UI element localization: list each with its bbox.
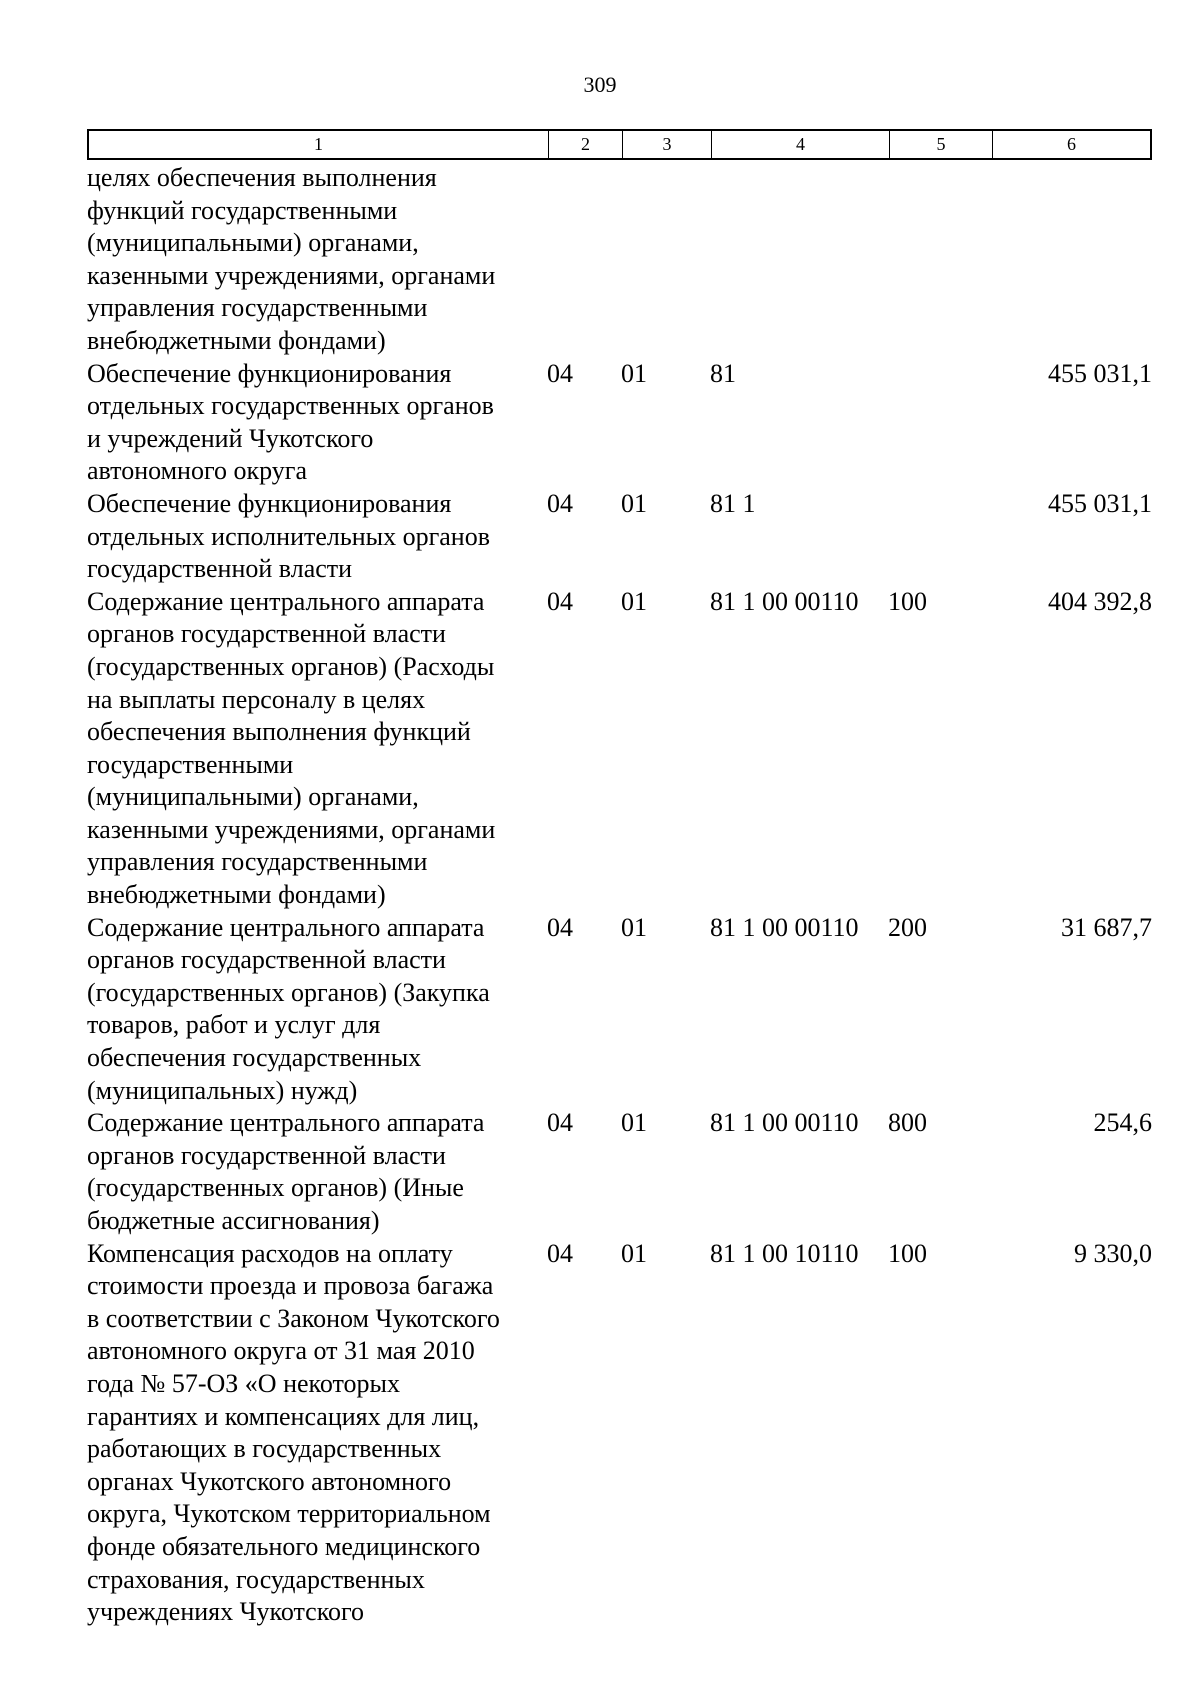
description-line: отдельных государственных органов	[87, 391, 494, 421]
row-amount: 455 031,1	[1048, 358, 1152, 388]
table-body	[87, 162, 1152, 1629]
description-line: страхования, государственных	[87, 1564, 425, 1594]
row-target-article: 81 1 00 10110	[710, 1238, 859, 1268]
row-section-code: 04	[547, 586, 573, 616]
description-line: автономного округа	[87, 456, 307, 486]
table-row	[87, 488, 1152, 586]
description-line: казенными учреждениями, органами	[87, 814, 496, 844]
header-col-5: 5	[890, 131, 993, 158]
description-line: в соответствии с Законом Чукотского	[87, 1303, 500, 1333]
row-subsection-code: 01	[621, 358, 647, 388]
row-expense-type	[888, 162, 991, 358]
description-line: стоимости проезда и провоза багажа	[87, 1271, 494, 1301]
description-line: автономного округа от 31 мая 2010	[87, 1336, 475, 1366]
row-subsection-code: 01	[621, 488, 647, 518]
row-expense-type	[888, 488, 991, 586]
description-line: и учреждений Чукотского	[87, 423, 374, 453]
description-line: учреждениях Чукотского	[87, 1597, 365, 1627]
row-section-code: 04	[547, 1108, 573, 1138]
row-subsection-code: 01	[621, 1108, 647, 1138]
row-description	[87, 162, 547, 358]
description-line: работающих в государственных	[87, 1434, 442, 1464]
row-description	[87, 586, 547, 912]
description-line: Компенсация расходов на оплату	[87, 1238, 453, 1268]
description-line: (государственных органов) (Закупка	[87, 977, 490, 1007]
description-line: товаров, работ и услуг для	[87, 1010, 381, 1040]
row-expense-type: 800	[888, 1108, 927, 1138]
row-section-code: 04	[547, 912, 573, 942]
description-line: округа, Чукотском территориальном	[87, 1499, 491, 1529]
table-row	[87, 1238, 1152, 1629]
description-line: (государственных органов) (Иные	[87, 1173, 464, 1203]
row-amount: 254,6	[1093, 1108, 1152, 1138]
description-line: (государственных органов) (Расходы	[87, 651, 495, 681]
page-number: 309	[583, 72, 617, 97]
description-line: управления государственными	[87, 847, 428, 877]
description-line: на выплаты персоналу в целях	[87, 684, 426, 714]
row-subsection-code: 01	[621, 1238, 647, 1268]
row-amount	[991, 162, 1152, 358]
description-line: целях обеспечения выполнения	[87, 163, 437, 192]
row-target-article	[710, 162, 888, 358]
row-target-article: 81 1 00 00110	[710, 912, 859, 942]
row-section-code: 04	[547, 488, 573, 518]
description-line: органов государственной власти	[87, 945, 446, 975]
description-line: Обеспечение функционирования	[87, 358, 452, 388]
row-amount: 404 392,8	[1048, 586, 1152, 616]
description-line: государственными	[87, 749, 294, 779]
header-col-3: 3	[623, 131, 712, 158]
description-line: фонде обязательного медицинского	[87, 1531, 481, 1561]
row-description	[87, 912, 547, 1108]
description-line: внебюджетными фондами)	[87, 880, 386, 910]
row-section-code: 04	[547, 1238, 573, 1268]
description-line: органах Чукотского автономного	[87, 1466, 452, 1496]
row-expense-type: 100	[888, 1238, 927, 1268]
description-line: (муниципальными) органами,	[87, 228, 419, 258]
table-row	[87, 162, 1152, 358]
table-row	[87, 358, 1152, 488]
row-description	[87, 358, 547, 488]
description-line: внебюджетными фондами)	[87, 325, 386, 355]
description-line: бюджетные ассигнования)	[87, 1206, 380, 1235]
description-line: отдельных исполнительных органов	[87, 521, 490, 551]
description-line: обеспечения государственных	[87, 1043, 422, 1073]
description-line: органов государственной власти	[87, 1140, 446, 1170]
row-expense-type	[888, 358, 991, 488]
row-expense-type: 100	[888, 586, 927, 616]
row-description	[87, 1107, 547, 1237]
description-line: (муниципальных) нужд)	[87, 1075, 358, 1105]
description-line: (муниципальными) органами,	[87, 782, 419, 812]
row-description	[87, 1238, 547, 1629]
description-line: управления государственными	[87, 293, 428, 323]
description-line: гарантиях и компенсациях для лиц,	[87, 1401, 480, 1431]
table-row	[87, 586, 1152, 912]
row-description	[87, 488, 547, 586]
description-line: Содержание центрального аппарата	[87, 912, 485, 942]
description-line: Содержание центрального аппарата	[87, 586, 485, 616]
row-amount: 9 330,0	[1074, 1238, 1152, 1268]
row-subsection-code: 01	[621, 912, 647, 942]
description-line: Содержание центрального аппарата	[87, 1108, 485, 1138]
description-line: года № 57-ОЗ «О некоторых	[87, 1368, 400, 1398]
table-row	[87, 1107, 1152, 1237]
description-line: органов государственной власти	[87, 619, 446, 649]
description-line: государственной власти	[87, 554, 353, 584]
header-col-1: 1	[89, 131, 549, 158]
header-col-4: 4	[712, 131, 890, 158]
description-line: функций государственными	[87, 195, 398, 225]
row-section-code: 04	[547, 358, 573, 388]
row-target-article: 81 1	[710, 488, 756, 518]
row-amount: 31 687,7	[1061, 912, 1152, 942]
row-target-article: 81 1 00 00110	[710, 586, 859, 616]
description-line: казенными учреждениями, органами	[87, 260, 496, 290]
table-header	[87, 129, 1152, 160]
row-subsection-code: 01	[621, 586, 647, 616]
description-line: Обеспечение функционирования	[87, 488, 452, 518]
row-expense-type: 200	[888, 912, 927, 942]
header-col-2: 2	[549, 131, 623, 158]
row-subsection-code	[621, 162, 710, 358]
row-target-article: 81 1 00 00110	[710, 1108, 859, 1138]
header-col-6: 6	[1067, 134, 1076, 154]
row-target-article: 81	[710, 358, 736, 388]
row-amount: 455 031,1	[1048, 488, 1152, 518]
row-section-code	[547, 162, 621, 358]
description-line: обеспечения выполнения функций	[87, 717, 471, 747]
table-row	[87, 912, 1152, 1108]
